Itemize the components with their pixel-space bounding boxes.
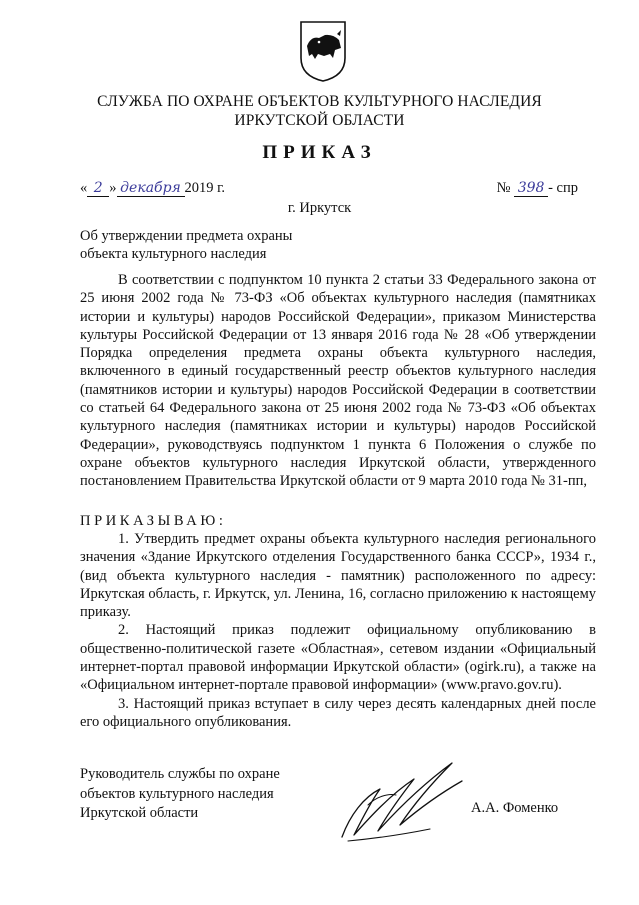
document-type-title: ПРИКАЗ [262,142,377,163]
order-heading: ПРИКАЗЫВАЮ: [80,513,227,529]
order-items [80,530,596,731]
date-and-number-line [80,180,580,202]
date-day: 2 [87,180,109,197]
signatory-title-line: Иркутской области [80,805,199,821]
subject-line: Об утверждении предмета охраны [80,228,293,244]
organization-region: ИРКУТСКОЙ ОБЛАСТИ [234,112,405,129]
signatory-title-line: Руководитель службы по охране [80,766,280,782]
date-year: 2019 г. [184,180,226,196]
document-number-value: 398 [514,180,548,197]
order-item: 1. Утвердить предмет охраны объекта культурного наследия регионального значения «Здание Иркутского отделения Государственного банка СССР», 1934 г., (вид объекта культурного наследия - памятник) расположенного по адресу: Иркутская область, г. Иркутск, ул. Ленина, 16, согласно приложению к настоящему приказу. [80,531,596,621]
date-month: декабря [117,180,185,197]
subject-line: объекта культурного наследия [80,246,267,262]
signatory-name: А.А. Фоменко [471,800,559,816]
coat-of-arms-icon [297,18,349,84]
document-date: « 2 » декабря 2019 г. [80,180,226,196]
document-city: г. Иркутск [287,200,352,216]
document-subject [80,227,292,263]
signatory-title [80,765,280,824]
signature-icon [330,745,470,850]
preamble-paragraph: В соответствии с подпунктом 10 пункта 2 статьи 33 Федерального закона от 25 июня 2002 года № 73-ФЗ «Об объектах культурного наследия (памятниках истории и культуры) народов Российской Федерации», приказом Министерства культуры Российской Федерации от 13 января 2016 года № 28 «Об утверждении Порядка определения предмета охраны объекта культурного наследия, включенного в единый государственный реестр объектов культурного наследия (памятников истории и культуры) народов Российской Федерации в соответствии со статьей 64 Федерального закона от 25 июня 2002 года № 73-ФЗ «Об объектах культурного наследия (памятниках истории и культуры) народов Российской Федерации», руководствуясь подпунктом 1 пункта 6 Положения о службе по охране объектов культурного наследия Иркутской области, утвержденного постановлением Правительства Иркутской области от 9 марта 2010 года № 31-пп, [80,272,596,490]
order-item: 3. Настоящий приказ вступает в силу через десять календарных дней после его официального опубликования. [80,695,596,730]
order-item: 2. Настоящий приказ подлежит официальному опубликованию в общественно-политической газете «Областная», сетевом издании «Официальный интернет-портал правовой информации Иркутской области» (ogirk.ru), а также на «Официальном интернет-портале правовой информации» (www.pravo.gov.ru). [80,622,596,694]
organization-name: СЛУЖБА ПО ОХРАНЕ ОБЪЕКТОВ КУЛЬТУРНОГО НАСЛЕДИЯ [97,93,542,110]
signatory-title-line: объектов культурного наследия [80,785,274,802]
document-number: № 398 - спр [496,180,578,196]
